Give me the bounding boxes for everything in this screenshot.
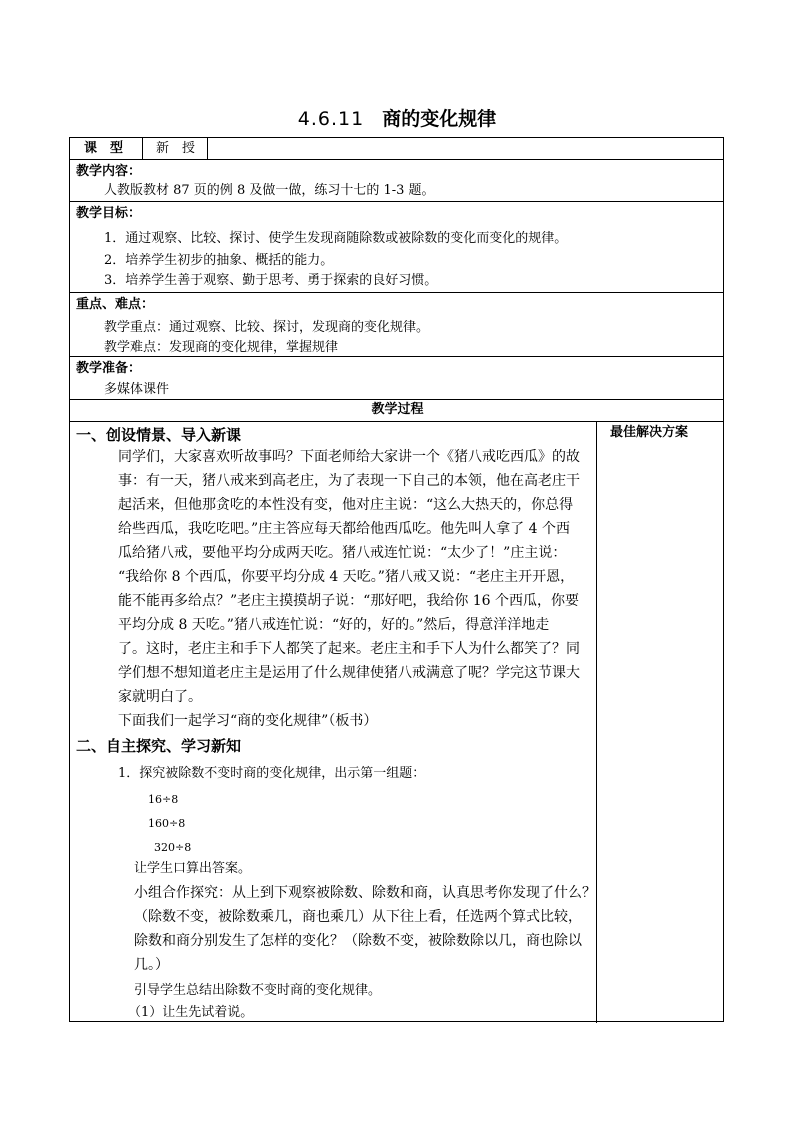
col-divider <box>596 421 597 1023</box>
section1-heading: 一、创设情景、导入新课 <box>76 426 242 444</box>
math-expression: 320÷8 <box>154 841 192 854</box>
course-type-value: 新 授 <box>156 141 196 156</box>
story-line: 学们想不想知道老庄主是运用了什么规律使猪八戒满意了呢？学完这节课大 <box>118 665 580 681</box>
preparation-text: 多媒体课件 <box>104 382 170 397</box>
goal-item: 2．培养学生初步的抽象、概括的能力。 <box>104 253 334 268</box>
row-divider <box>70 399 723 400</box>
explore-line: 几。） <box>134 957 169 973</box>
story-line: 平均分成 8 天吃。”猪八戒连忙说：“好的，好的。”然后，得意洋洋地走 <box>118 617 550 633</box>
story-line: 瓜给猪八戒，要他平均分成两天吃。猪八戒连忙说：“太少了！”庄主说： <box>118 545 567 561</box>
content-text: 人教版教材 87 页的例 8 及做一做，练习十七的 1-3 题。 <box>104 183 435 198</box>
story-line: 给些西瓜，我吃吃吧。”庄主答应每天都给他西瓜吃。他先叫人拿了 4 个西 <box>118 521 570 537</box>
story-line: 起活来，但他那贪吃的本性没有变，他对庄主说：“这么大热天的，你总得 <box>118 497 574 513</box>
col-divider <box>207 138 208 159</box>
col-divider <box>142 138 143 159</box>
section2-heading: 二、自主探究、学习新知 <box>76 737 242 755</box>
goal-item: 3．培养学生善于观察、勤于思考、勇于探索的良好习惯。 <box>104 273 438 288</box>
row-divider <box>70 159 723 160</box>
difficulty-text: 教学难点：发现商的变化规律，掌握规律 <box>104 340 339 355</box>
story-line: 同学们，大家喜欢听故事吗？下面老师给大家讲一个《猪八戒吃西瓜》的故 <box>118 449 580 465</box>
lesson-name: 商的变化规律 <box>382 108 497 130</box>
math-expression: 160÷8 <box>148 817 186 830</box>
board-note: 下面我们一起学习“商的变化规律”（板书） <box>118 713 378 729</box>
story-line: 事：有一天，猪八戒来到高老庄，为了表现一下自己的本领，他在高老庄干 <box>118 473 580 489</box>
explore-line: 小组合作探究：从上到下观察被除数、除数和商，认真思考你发现了什么？ <box>134 885 596 901</box>
keypoints-heading: 重点、难点： <box>76 297 155 312</box>
page-title <box>0 104 794 131</box>
story-line: 能不能再多给点？”老庄主摸摸胡子说：“那好吧，我给你 16 个西瓜，你要 <box>118 593 580 609</box>
story-line: 了。这时，老庄主和手下人都笑了起来。老庄主和手下人为什么都笑了？同 <box>118 641 580 657</box>
story-line: “我给你 8 个西瓜，你要平均分成 4 天吃。”猪八戒又说：“老庄主开开恩， <box>118 569 575 585</box>
solution-column-heading: 最佳解决方案 <box>610 425 689 440</box>
lesson-plan-table <box>69 137 724 1022</box>
row-divider <box>70 292 723 293</box>
explore-line: （除数不变，被除数乘几，商也乘几）从下往上看，任选两个算式比较， <box>134 909 582 925</box>
goals-heading: 教学目标： <box>76 206 142 221</box>
calc-instruction: 让学生口算出答案。 <box>134 861 252 876</box>
story-line: 家就明白了。 <box>118 689 202 705</box>
process-heading: 教学过程 <box>371 402 424 417</box>
goal-item: 1．通过观察、比较、探讨、使学生发现商随除数或被除数的变化而变化的规律。 <box>104 231 568 246</box>
step1-text: 1．探究被除数不变时商的变化规律，出示第一组题： <box>118 766 426 781</box>
preparation-heading: 教学准备： <box>76 361 142 376</box>
focus-text: 教学重点：通过观察、比较、探讨，发现商的变化规律。 <box>104 320 430 335</box>
row-divider <box>70 201 723 202</box>
course-type-label: 课 型 <box>84 141 124 156</box>
guide-text: 引导学生总结出除数不变时商的变化规律。 <box>134 983 382 998</box>
content-heading: 教学内容： <box>76 164 142 179</box>
math-expression: 16÷8 <box>148 793 179 806</box>
lesson-number: 4.6.11 <box>297 108 365 130</box>
try-text: （1）让生先试着说。 <box>128 1005 254 1020</box>
explore-line: 除数和商分别发生了怎样的变化？（除数不变，被除数除以几，商也除以 <box>134 933 582 949</box>
row-divider <box>70 421 723 422</box>
